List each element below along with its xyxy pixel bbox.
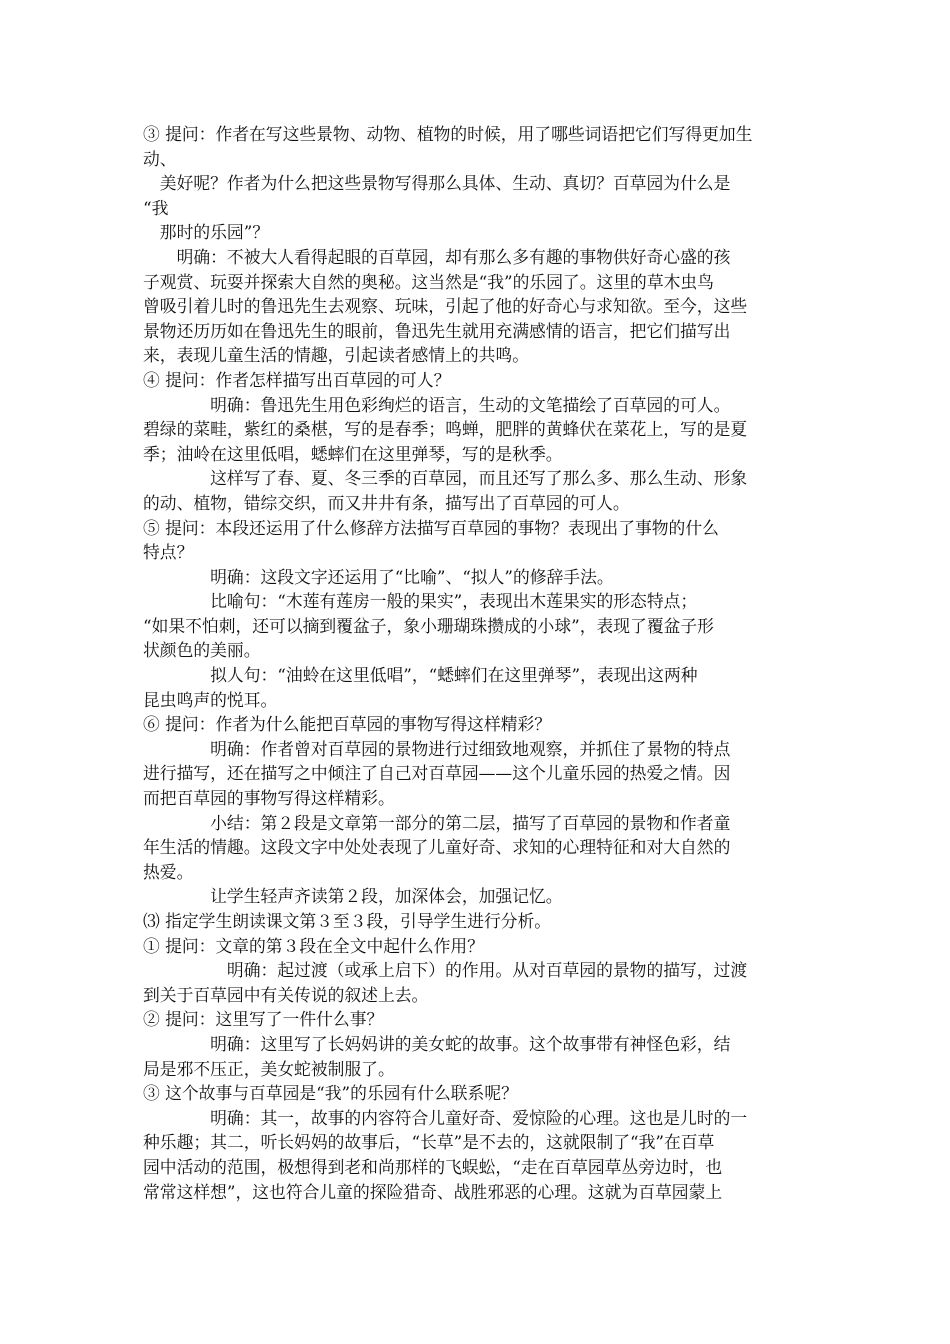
text-line: 这样写了春、夏、冬三季的百草园，而且还写了那么多、那么生动、形象 bbox=[143, 468, 748, 489]
text-line: 拟人句：“油蛉在这里低唱”，“蟋蟀们在这里弹琴”，表现出这两种 bbox=[143, 665, 698, 686]
text-line: 季；油岭在这里低唱，蟋蟀们在这里弹琴，写的是秋季。 bbox=[143, 443, 563, 464]
text-line: 热爱。 bbox=[143, 861, 194, 882]
text-line: ⑤ 提问：本段还运用了什么修辞方法描写百草园的事物？表现出了事物的什么 bbox=[143, 517, 719, 538]
text-line: 小结：第２段是文章第一部分的第二层，描写了百草园的景物和作者童 bbox=[143, 812, 731, 833]
text-line: 碧绿的菜畦，紫红的桑椹，写的是春季；鸣蝉，肥胖的黄蜂伏在菜花上，写的是夏 bbox=[143, 419, 748, 440]
text-line: 美好呢？作者为什么把这些景物写得那么具体、生动、真切？百草园为什么是 bbox=[143, 173, 731, 194]
document-page bbox=[143, 122, 813, 1204]
text-line: ③ 这个故事与百草园是“我”的乐园有什么联系呢？ bbox=[143, 1083, 518, 1104]
text-line: 昆虫鸣声的悦耳。 bbox=[143, 689, 278, 710]
text-line: ⑶ 指定学生朗读课文第３至３段，引导学生进行分析。 bbox=[143, 911, 552, 931]
text-line: 明确：这段文字还运用了“比喻”、“拟人”的修辞手法。 bbox=[143, 566, 614, 587]
text-line: 曾吸引着儿时的鲁迅先生去观察、玩味，引起了他的好奇心与求知欲。至今，这些 bbox=[143, 296, 748, 317]
text-line: 种乐趣；其二，听长妈妈的故事后，“长草”是不去的，这就限制了“我”在百草 bbox=[143, 1132, 715, 1153]
text-line: 子观赏、玩耍并探索大自然的奥秘。这当然是“我”的乐园了。这里的草木虫鸟 bbox=[143, 271, 714, 292]
text-line: 特点？ bbox=[143, 542, 194, 563]
text-line: 明确：不被大人看得起眼的百草园，却有那么多有趣的事物供好奇心盛的孩 bbox=[143, 246, 731, 267]
text-line: 年生活的情趣。这段文字中处处表现了儿童好奇、求知的心理特征和对大自然的 bbox=[143, 837, 731, 858]
text-line: 景物还历历如在鲁迅先生的眼前，鲁迅先生就用充满感情的语言，把它们描写出 bbox=[143, 320, 731, 341]
text-line: 而把百草园的事物写得这样精彩。 bbox=[143, 788, 395, 809]
text-line: 园中活动的范围，极想得到老和尚那样的飞蜈蚣，“走在百草园草丛旁边时，也 bbox=[143, 1156, 723, 1177]
text-line: 那时的乐园”？ bbox=[143, 222, 270, 243]
text-line: ④ 提问：作者怎样描写出百草园的可人？ bbox=[143, 369, 451, 390]
text-line: 局是邪不压正，美女蛇被制服了。 bbox=[143, 1058, 395, 1079]
text-line: 动、 bbox=[143, 148, 177, 169]
text-line: “我 bbox=[143, 197, 169, 218]
text-line: 来，表现儿童生活的情趣，引起读者感情上的共鸣。 bbox=[143, 345, 529, 366]
text-line: “如果不怕刺，还可以摘到覆盆子，象小珊瑚珠攒成的小球”，表现了覆盆子形 bbox=[143, 615, 714, 636]
text-line: ① 提问：文章的第３段在全文中起什么作用？ bbox=[143, 935, 484, 956]
text-line: 到关于百草园中有关传说的叙述上去。 bbox=[143, 984, 429, 1005]
text-line: ⑥ 提问：作者为什么能把百草园的事物写得这样精彩？ bbox=[143, 714, 552, 735]
text-line: 明确：鲁迅先生用色彩绚烂的语言，生动的文笔描绘了百草园的可人。 bbox=[143, 394, 731, 415]
text-line: 明确：这里写了长妈妈讲的美女蛇的故事。这个故事带有神怪色彩，结 bbox=[143, 1033, 731, 1054]
text-line: 的动、植物，错综交织，而又井井有条，描写出了百草园的可人。 bbox=[143, 492, 630, 513]
text-line: 比喻句：“木莲有莲房一般的果实”，表现出木莲果实的形态特点； bbox=[143, 591, 698, 612]
text-line: 明确：起过渡（或承上启下）的作用。从对百草园的景物的描写，过渡 bbox=[143, 960, 748, 981]
text-line: ② 提问：这里写了一件什么事？ bbox=[143, 1009, 384, 1030]
text-line: 常常这样想”，这也符合儿童的探险猎奇、战胜邪恶的心理。这就为百草园蒙上 bbox=[143, 1181, 723, 1202]
text-line: 让学生轻声齐读第２段，加深体会，加强记忆。 bbox=[143, 886, 563, 907]
text-line: ③ 提问：作者在写这些景物、动物、植物的时候，用了哪些词语把它们写得更加生 bbox=[143, 124, 753, 144]
text-line: 明确：作者曾对百草园的景物进行过细致地观察，并抓住了景物的特点 bbox=[143, 738, 731, 759]
text-line: 状颜色的美丽。 bbox=[143, 640, 261, 661]
text-line: 进行描写，还在描写之中倾注了自己对百草园——这个儿童乐园的热爱之情。因 bbox=[143, 763, 731, 784]
text-line: 明确：其一，故事的内容符合儿童好奇、爱惊险的心理。这也是儿时的一 bbox=[143, 1107, 748, 1128]
